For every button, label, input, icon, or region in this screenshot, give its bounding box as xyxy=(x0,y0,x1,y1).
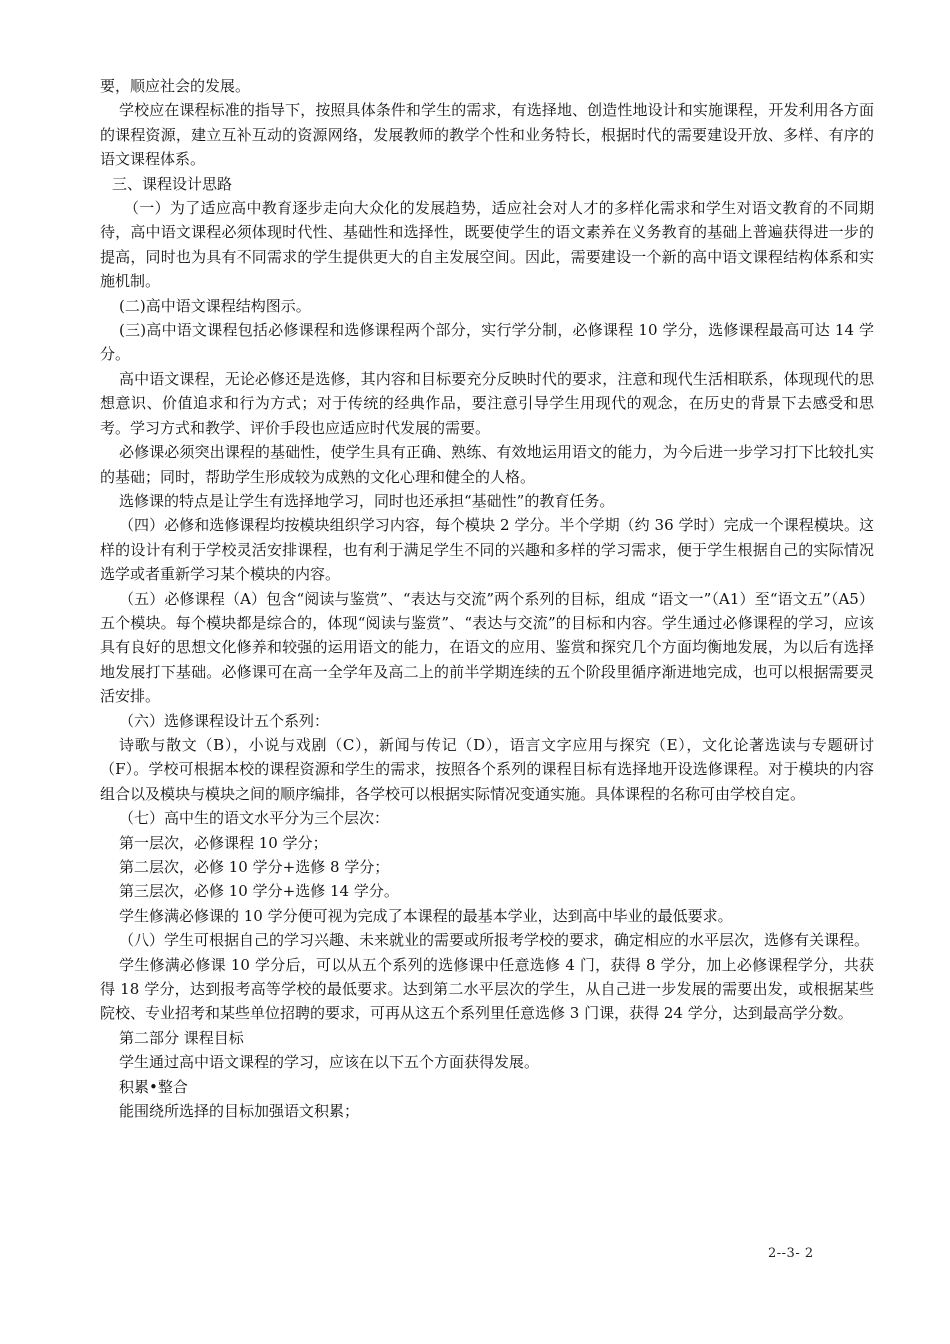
paragraph: （一）为了适应高中教育逐步走向大众化的发展趋势，适应社会对人才的多样化需求和学生对语文教育的不同期待，高中语文课程必须体现时代性、基础性和选择性，既要使学生的语文素养在义务教育的基础上普遍获得进一步的提高，同时也为具有不同需求的学生提供更大的自主发展空间。因此，需要建设一个新的高中语文课程结构体系和实施机制。 xyxy=(100,199,874,291)
paragraph: 积累•整合 xyxy=(119,1077,188,1096)
paragraph: （七）高中生的语文水平分为三个层次： xyxy=(119,809,390,828)
paragraph: 第三层次，必修 10 学分+选修 14 学分。 xyxy=(119,882,399,901)
paragraph: 第二层次，必修 10 学分+选修 8 学分； xyxy=(119,858,390,876)
paragraph: （六）选修课程设计五个系列： xyxy=(119,711,330,730)
paragraph: 第一层次，必修课程 10 学分； xyxy=(119,833,328,852)
paragraph: 学生修满必修课的 10 学分便可视为完成了本课程的最基本学业，达到高中毕业的最低要求。 xyxy=(119,906,733,925)
paragraph: 学生修满必修课 10 学分后，可以从五个系列的选修课中任意选修 4 门，获得 8 学分，加上必修课程学分，共获得 18 学分，达到报考高等学校的最低要求。达到第二水平层次的学生，从自己进一步发展的需要出发，或根据某些院校、专业招考和某些单位招聘的要求，可再从这五个系列里任意选修 3 门课，获得 24 学分，达到最高学分数。 xyxy=(100,955,874,1023)
paragraph: 必修课必须突出课程的基础性，使学生具有正确、熟练、有效地运用语文的能力，为今后进一步学习打下比较扎实的基础；同时，帮助学生形成较为成熟的文化心理和健全的人格。 xyxy=(100,443,874,486)
paragraph: （四）必修和选修课程均按模块组织学习内容，每个模块 2 学分。半个学期（约 36 学时）完成一个课程模块。这样的设计有利于学校灵活安排课程，也有利于满足学生不同的兴趣和多样的学习需求，便于学生根据自己的实际情况选学或者重新学习某个模块的内容。 xyxy=(100,516,874,584)
paragraph: (二)高中语文课程结构图示。 xyxy=(119,296,311,315)
paragraph: 第二部分 课程目标 xyxy=(119,1028,244,1047)
paragraph: 能围绕所选择的目标加强语文积累； xyxy=(119,1102,360,1121)
paragraph: 选修课的特点是让学生有选择地学习，同时也还承担“基础性”的教育任务。 xyxy=(119,491,615,510)
paragraph: 学生通过高中语文课程的学习，应该在以下五个方面获得发展。 xyxy=(119,1053,540,1072)
paragraph: 诗歌与散文（B），小说与戏剧（C），新闻与传记（D），语言文字应用与探究（E），文化论著选读与专题研讨（F）。学校可根据本校的课程资源和学生的需求，按照各个系列的课程目标有选择地开设选修课程。对于模块的内容组合以及模块与模块之间的顺序编排，各学校可以根据实际情况变通实施。具体课程的名称可由学校自定。 xyxy=(100,735,874,803)
paragraph: 三、课程设计思路 xyxy=(112,174,233,193)
paragraph: 高中语文课程，无论必修还是选修，其内容和目标要充分反映时代的要求，注意和现代生活相联系，体现现代的思想意识、价值追求和行为方式；对于传统的经典作品，要注意引导学生用现代的观念，在历史的背景下去感受和思考。学习方式和教学、评价手段也应适应时代发展的需要。 xyxy=(100,369,874,437)
paragraph: (三)高中语文课程包括必修课程和选修课程两个部分，实行学分制，必修课程 10 学分，选修课程最高可达 14 学分。 xyxy=(100,321,874,364)
paragraph: 要，顺应社会的发展。 xyxy=(100,77,251,95)
paragraph: （八）学生可根据自己的学习兴趣、未来就业的需要或所报考学校的要求，确定相应的水平层次，选修有关课程。 xyxy=(119,931,870,950)
paragraph: （五）必修课程（A）包含“阅读与鉴赏”、“表达与交流”两个系列的目标，组成 “语文一”（A1）至“语文五”（A5）五个模块。每个模块都是综合的，体现“阅读与鉴赏”、“表达与交流”的目标和内容。学生通过必修课程的学习，应该具有良好的思想文化修养和较强的运用语文的能力，在语文的应用、鉴赏和探究几个方面均衡地发展，为以后有选择地发展打下基础。必修课可在高一全学年及高二上的前半学期连续的五个阶段里循序渐进地完成，也可以根据需要灵活安排。 xyxy=(100,589,874,706)
page-number: 2--3- 2 xyxy=(768,1246,814,1261)
paragraph: 学校应在课程标准的指导下，按照具体条件和学生的需求，有选择地、创造性地设计和实施课程，开发利用各方面的课程资源，建立互补互动的资源网络，发展教师的教学个性和业务特长，根据时代的需要建设开放、多样、有序的语文课程体系。 xyxy=(100,101,874,169)
document-body xyxy=(100,74,874,1123)
